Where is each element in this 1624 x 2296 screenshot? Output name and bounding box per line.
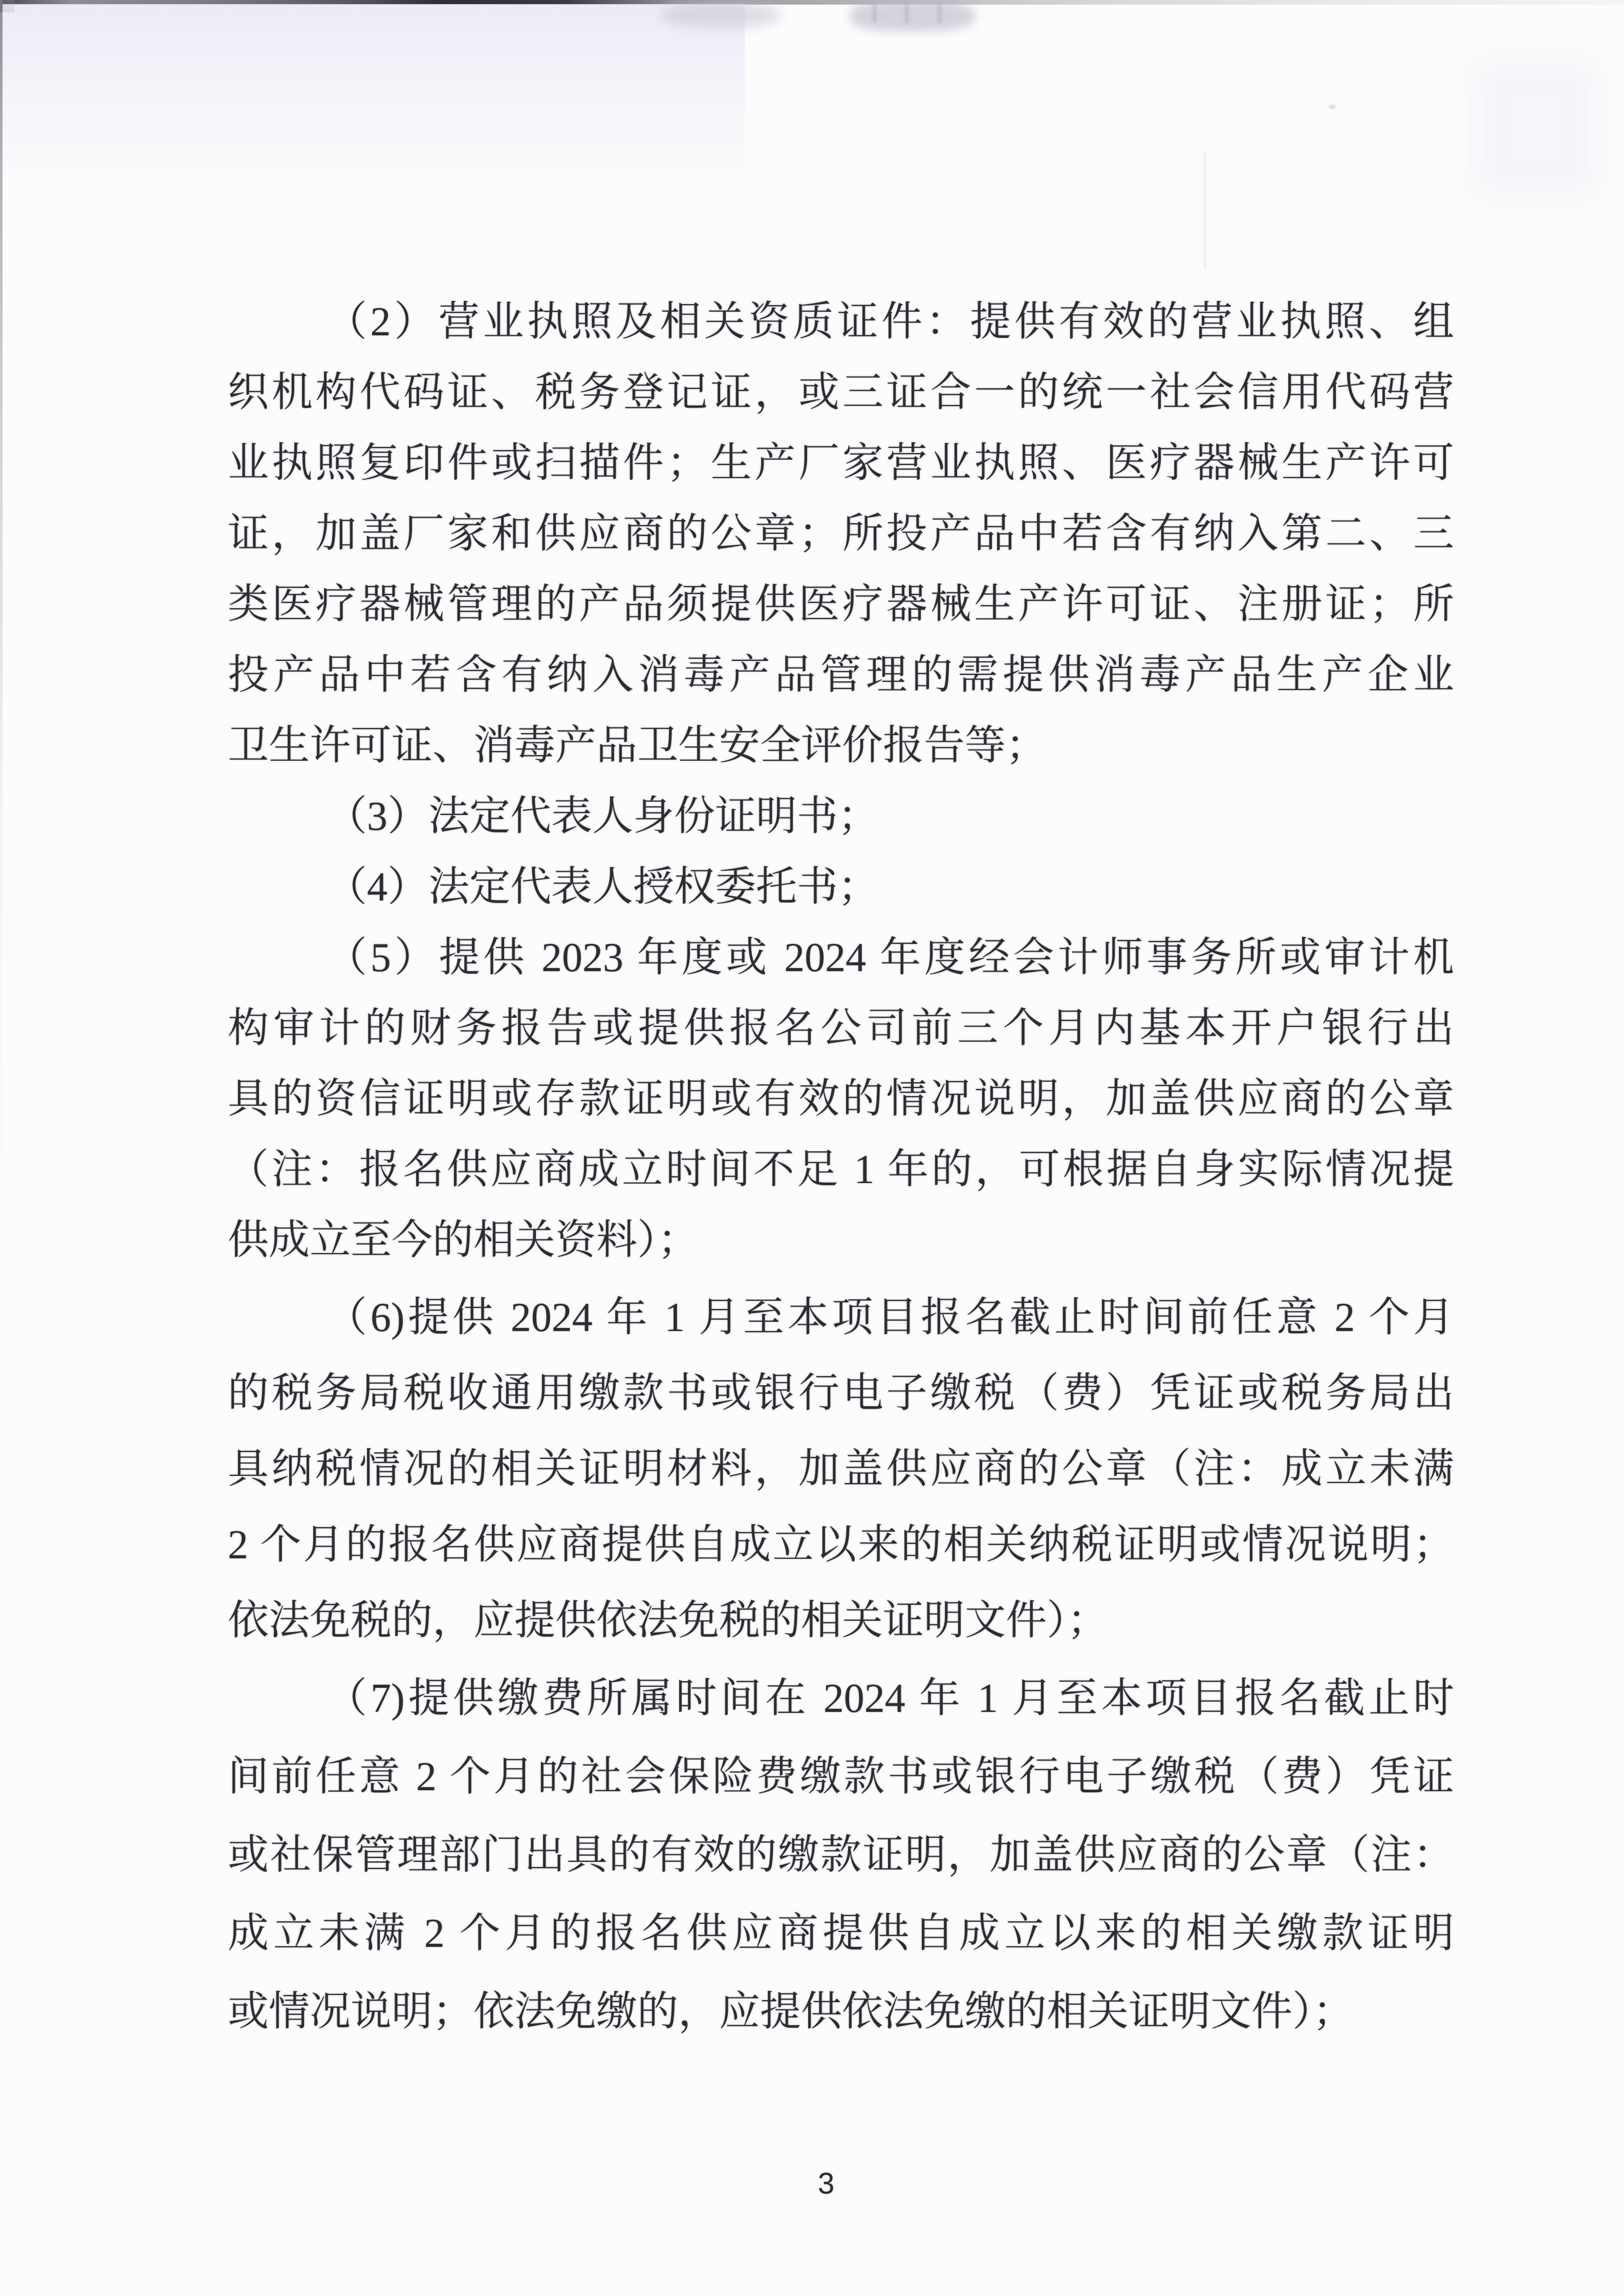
paragraph-p7 — [228, 1660, 1454, 2051]
scan-streak — [938, 2, 941, 23]
text-line: 或社保管理部门出具的有效的缴款证明，加盖供应商的公章（注： — [228, 1833, 1454, 1878]
text-line: 织机构代码证、税务登记证，或三证合一的统一社会信用代码营 — [228, 370, 1454, 415]
text-line: 构审计的财务报告或提供报名公司前三个月内基本开户银行出 — [228, 1006, 1454, 1051]
paragraph-p4 — [228, 852, 1454, 922]
text-line: 具的资信证明或存款证明或有效的情况说明，加盖供应商的公章 — [228, 1077, 1454, 1122]
paragraph-p3 — [228, 781, 1454, 852]
text-line: 证，加盖厂家和供应商的公章；所投产品中若含有纳入第二、三 — [228, 511, 1454, 556]
text-line: 成立未满 2 个月的报名供应商提供自成立以来的相关缴款证明 — [228, 1911, 1454, 1956]
paragraph-p2 — [228, 287, 1454, 781]
text-line: （4）法定代表人授权委托书； — [326, 865, 879, 910]
text-line: （5）提供 2023 年度或 2024 年度经会计师事务所或审计机 — [326, 935, 1454, 980]
paragraph-p6 — [228, 1280, 1454, 1659]
paragraph-p5 — [228, 922, 1454, 1276]
scan-smudge — [850, 0, 975, 32]
text-line: 间前任意 2 个月的社会保险费缴款书或银行电子缴税（费）凭证 — [228, 1754, 1454, 1799]
text-line: 卫生许可证、消毒产品卫生安全评价报告等； — [228, 723, 1047, 768]
text-line: 类医疗器械管理的产品须提供医疗器械生产许可证、注册证；所 — [228, 582, 1454, 627]
scan-dot-mark — [1329, 104, 1336, 110]
text-line: 的税务局税收通用缴款书或银行电子缴税（费）凭证或税务局出 — [228, 1371, 1454, 1416]
text-line: 供成立至今的相关资料）； — [228, 1218, 699, 1263]
text-line: 具纳税情况的相关证明材料，加盖供应商的公章（注：成立未满 — [228, 1447, 1454, 1492]
scan-smudge — [660, 2, 781, 28]
text-line: （6)提供 2024 年 1 月至本项目报名截止时间前任意 2 个月 — [326, 1295, 1454, 1340]
page-number: 3 — [818, 2167, 835, 2200]
scan-corner-mark — [0, 0, 14, 12]
scan-tint-band — [3, 4, 745, 183]
text-line: 或情况说明；依法免缴的，应提供依法免缴的相关证明文件）； — [228, 1989, 1354, 2034]
text-line: 业执照复印件或扫描件；生产厂家营业执照、医疗器械生产许可 — [228, 441, 1454, 486]
scan-crease — [1204, 151, 1206, 269]
text-line: 2 个月的报名供应商提供自成立以来的相关纳税证明或情况说明； — [228, 1522, 1454, 1568]
text-column — [228, 287, 1454, 2051]
text-line: 投产品中若含有纳入消毒产品管理的需提供消毒产品生产企业 — [228, 653, 1454, 698]
scan-top-edge-strip — [0, 0, 1624, 5]
scan-streak — [873, 2, 876, 23]
text-line: （3）法定代表人身份证明书； — [326, 794, 879, 839]
text-line: （2）营业执照及相关资质证件：提供有效的营业执照、组 — [326, 299, 1454, 345]
text-line: 依法免税的，应提供依法免税的相关证明文件）； — [228, 1598, 1108, 1643]
scan-left-edge-line — [0, 0, 3, 2296]
text-line: （7)提供缴费所属时间在 2024 年 1 月至本项目报名截止时 — [326, 1676, 1454, 1721]
text-line: （注：报名供应商成立时间不足 1 年的，可根据自身实际情况提 — [228, 1147, 1454, 1192]
scan-tint-band-right — [1474, 61, 1597, 195]
scan-streak — [905, 2, 908, 23]
